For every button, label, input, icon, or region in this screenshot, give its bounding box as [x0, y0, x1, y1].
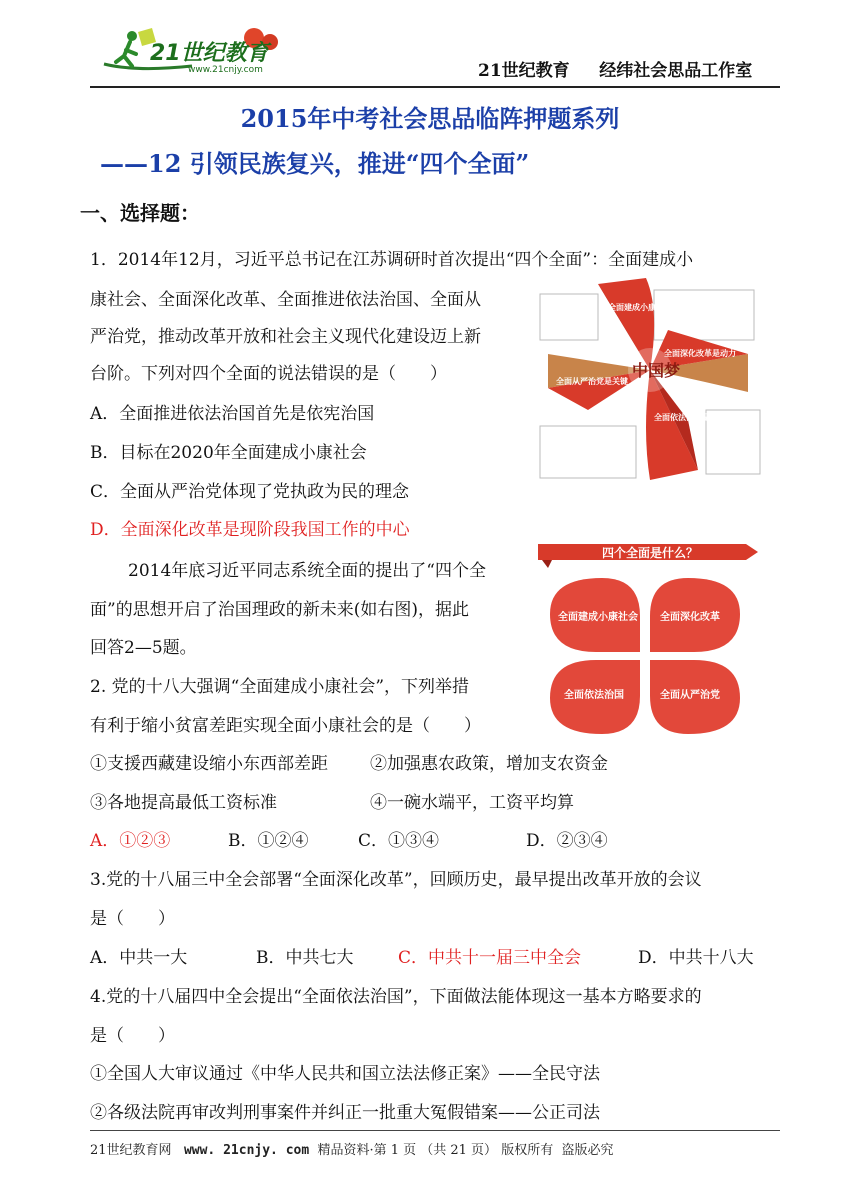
- q3-line2: 是（ ）: [90, 909, 175, 929]
- q4-line1: 4.党的十八届四中全会提出“全面依法治国”，下面做法能体现这一基本方略要求的: [90, 987, 702, 1007]
- intro-line1: 2014年底习近平同志系统全面的提出了“四个全: [128, 561, 486, 581]
- q1-option-b: B．目标在2020年全面建成小康社会: [90, 443, 367, 463]
- logo-url: www.21cnjy.com: [188, 65, 263, 75]
- q2-line2: 有利于缩小贫富差距实现全面小康社会的是（ ）: [90, 716, 481, 736]
- page-subtitle: ——12 引领民族复兴，推进“四个全面”: [100, 149, 530, 178]
- q4-statement-2: ②各级法院再审改判刑事案件并纠正一批重大冤假错案——公正司法: [90, 1103, 600, 1123]
- q3-option-a: A．中共一大: [90, 948, 188, 968]
- q1-option-a: A．全面推进依法治国首先是依宪治国: [90, 404, 375, 424]
- four-comprehensives-figure: [536, 538, 760, 738]
- q3-option-c: C．中共十一届三中全会: [398, 948, 582, 968]
- page-title: 2015年中考社会思品临阵押题系列: [240, 104, 620, 133]
- q2-statement-2: ②加强惠农政策，增加支农资金: [370, 754, 608, 774]
- footer-site: 21世纪教育网: [90, 1143, 172, 1158]
- q2-statement-3: ③各地提高最低工资标准: [90, 793, 277, 813]
- q2-option-a: A．①②③: [90, 831, 171, 851]
- petal-label-4: 全面从严治党: [660, 690, 720, 701]
- blade-label-4: 全面从严治党是关键: [556, 377, 628, 386]
- figure2-title: 四个全面是什么？: [602, 546, 699, 560]
- q1-line4: 台阶。下列对四个全面的说法错误的是（ ）: [90, 364, 447, 384]
- q4-statement-1: ①全国人大审议通过《中华人民共和国立法法修正案》——全民守法: [90, 1064, 600, 1084]
- q3-line1: 3.党的十八届三中全会部署“全面深化改革”，回顾历史，最早提出改革开放的会议: [90, 870, 702, 890]
- footer-divider: [90, 1130, 780, 1131]
- intro-line3: 回答2—5题。: [90, 638, 197, 658]
- q1-line2: 康社会、全面深化改革、全面推进依法治国、全面从: [90, 290, 481, 310]
- logo: [96, 20, 296, 80]
- q1-line3: 严治党，推动改革开放和社会主义现代化建设迈上新: [90, 327, 481, 347]
- petal-label-3: 全面依法治国: [564, 690, 624, 701]
- q3-option-d: D．中共十八大: [638, 948, 754, 968]
- blade-label-2: 全面深化改革是动力: [664, 349, 736, 358]
- petal-label-2: 全面深化改革: [660, 612, 720, 623]
- q1-line1: 1．2014年12月，习近平总书记在江苏调研时首次提出“四个全面”：全面建成小: [90, 250, 694, 270]
- q1-option-c: C．全面从严治党体现了党执政为民的理念: [90, 482, 410, 502]
- blade-label-1: 全面建成小康社会是基础: [608, 303, 696, 312]
- q2-option-b: B．①②④: [228, 831, 309, 851]
- q3-option-b: B．中共七大: [256, 948, 354, 968]
- intro-line2: 面”的思想开启了治国理政的新未来(如右图)，据此: [90, 600, 469, 620]
- blade-label-3: 全面依法治国是保障: [654, 413, 726, 422]
- q2-statement-1: ①支援西藏建设缩小东西部差距: [90, 754, 328, 774]
- q4-line2: 是（ ）: [90, 1026, 175, 1046]
- page-footer: [90, 1139, 613, 1158]
- footer-rest: 精品资料·第 1 页 （共 21 页） 版权所有 盗版必究: [317, 1143, 614, 1158]
- pinwheel-center-text: 中国梦: [632, 361, 681, 380]
- q2-option-d: D．②③④: [526, 831, 608, 851]
- logo-text: 21世纪教育: [150, 41, 269, 66]
- footer-url[interactable]: www. 21cnjy. com: [183, 1143, 310, 1158]
- petal-label-1: 全面建成小康社会: [558, 612, 638, 623]
- section-heading: 一、选择题：: [80, 201, 200, 225]
- q2-statement-4: ④一碗水端平，工资平均算: [370, 793, 574, 813]
- q2-line1: 2. 党的十八大强调“全面建成小康社会”，下列举措: [90, 677, 470, 697]
- pinwheel-figure: [538, 270, 762, 488]
- header-divider: [90, 86, 780, 88]
- q1-option-d: D．全面深化改革是现阶段我国工作的中心: [90, 520, 410, 540]
- header-right: 21世纪教育 经纬社会思品工作室: [478, 61, 753, 81]
- q2-option-c: C．①③④: [358, 831, 440, 851]
